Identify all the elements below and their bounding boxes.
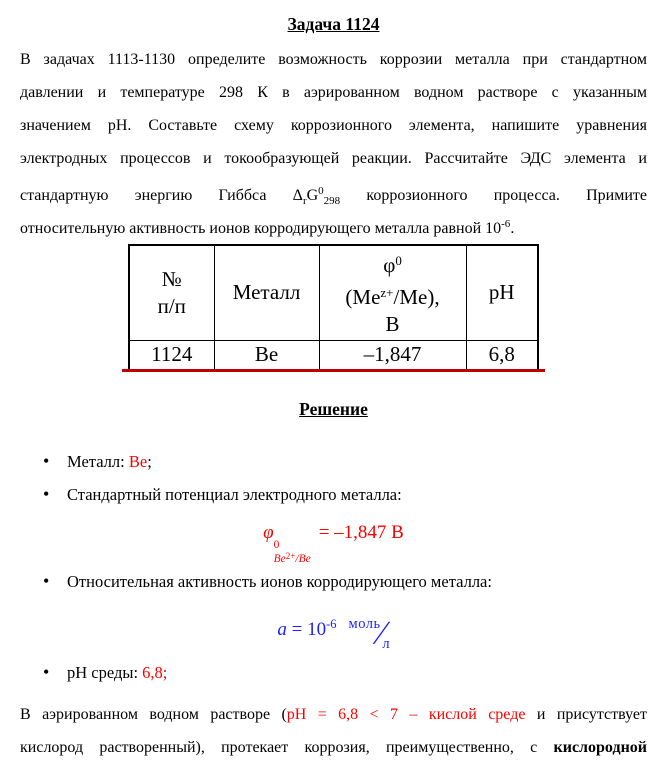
activity-exponent: -6 [501,218,511,230]
intro-line-3: значением pH. Составьте схему коррозионного элемента, напишите уравнения [20,117,647,134]
fraction-numerator: моль [348,616,381,632]
oxygen-emphasis: кислородной [553,739,647,756]
activity-formula-exponent: -6 [326,617,337,631]
potential-formula [20,513,647,565]
conclusion-line-1: В аэрированном водном растворе (pH = 6,8 < 7 – кислой среде и присутствует [20,706,648,723]
intro-line-5: стандартную энергию Гиббса $\Delta_rG^0_{298}$ коррозионного процесса. Примите [20,185,647,207]
metal-value: Be [128,452,148,471]
intro-line-6: относительную активность ионов корродирующего металла равной $10^{-6}$. [20,218,515,237]
header-potential: $\varphi^0$ $(Me^{z+}/Me)$, В [319,245,466,340]
problem-data-table [128,244,539,369]
fraction-slash: ∕ [378,615,385,652]
cell-number: 1124 [129,340,214,369]
cell-potential: –1,847 [319,340,466,369]
ph-value: 6,8; [142,663,168,682]
activity-variable: a [277,619,287,640]
bullet-activity: • Относительная активность ионов корродирующего металла: [20,565,647,598]
gibbs-subscript-r: r [302,195,307,207]
gibbs-superscript-0: 0 [318,185,324,197]
table-red-underline [122,369,545,372]
cell-ph: 6,8 [466,340,538,369]
intro-paragraph [20,43,647,241]
phi-symbol: φ [263,522,274,543]
header-ph: pH [466,245,538,340]
phi-supsub: 0 $Be^{2+}/Be$ [273,539,311,565]
gibbs-subscript-298: 298 [323,195,341,207]
intro-line-4: электродных процессов и токообразующей реакции. Рассчитайте ЭДС элемента и [20,150,647,167]
fraction-denominator: л [382,636,390,652]
header-metal: Металл [214,245,319,340]
conclusion-paragraph [20,698,647,764]
header-number: № п/п [129,245,214,340]
bullet-metal: • Металл: Be; [20,445,647,478]
intro-line-1: В задачах 1113-1130 определите возможность коррозии металла при стандартном [20,51,647,68]
ph-condition: pH = 6,8 < 7 – кислой среде [286,706,526,723]
cell-metal: Be [214,340,319,369]
table-data-row [129,340,538,369]
bullet-ph: • pH среды: 6,8; [20,656,647,689]
problem-title: Задача 1124 [287,14,380,34]
solution-heading: Решение [299,399,368,419]
conclusion-line-2: кислород растворенный), протекает коррозия, преимущественно, с кислородной [20,739,647,756]
intro-line-2: давлении и температуре 298 К в аэрированном водном растворе с указанным [20,84,647,101]
bullet-standard-potential: • Стандартный потенциал электродного металла: [20,478,647,511]
activity-formula: $a = 10^{-6}$ $^{моль}∕_л$ [277,615,390,652]
data-table-wrapper [20,244,647,372]
table-header-row [129,245,538,340]
potential-value: = –1,847 В [318,522,404,543]
